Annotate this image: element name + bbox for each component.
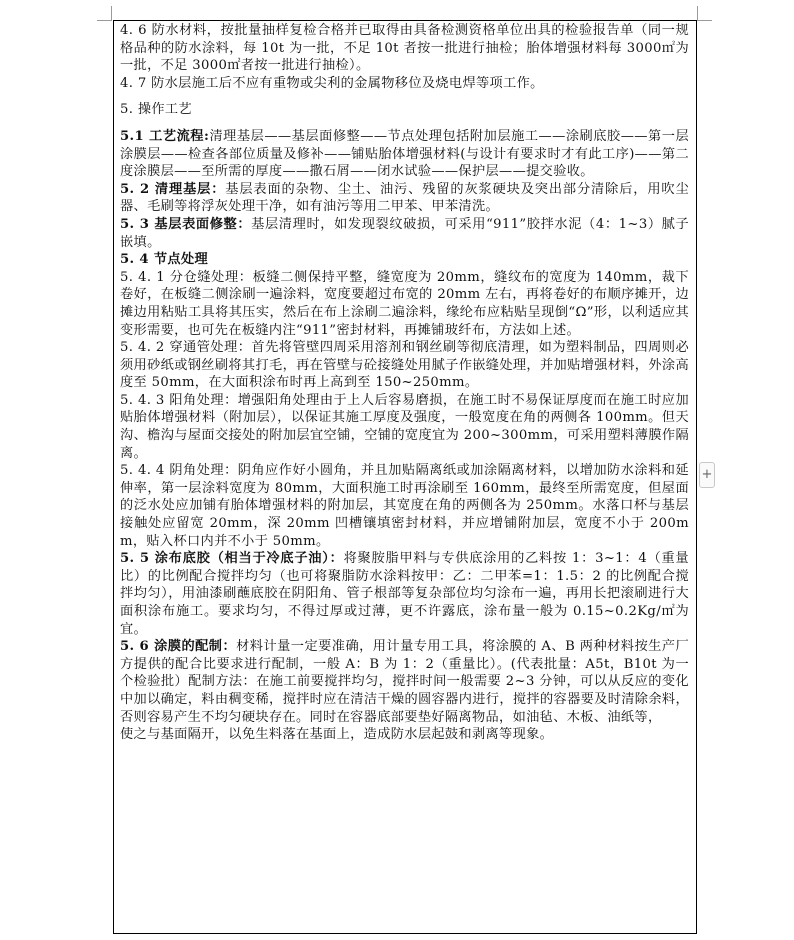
page-corner-mark-left [97,6,112,21]
paragraph-5-4-3: 5. 4. 3 阳角处理：增强阳角处理由于上人后容易磨损，在施工时不易保证厚度而在施工时应加贴胎体增强材料（附加层），以保证其施工厚度及强度，一般宽度在角的两侧各 100mm。但天沟、檐沟与屋面交接处的附加层宜空铺，空铺的宽度宜为 200~300mm，可采用塑料薄膜作隔离。 [120,392,689,461]
paragraph-5-4-1: 5. 4. 1 分仓缝处理：板缝二侧保持平整，缝宽度为 20mm，缝纹布的宽度为 140mm，裁下卷好，在板缝二侧涂刷一遍涂料，宽度要超过布宽的 20mm 左右，再将卷好的布顺序摊开，边摊边用粘贴工具将其压实，然后在布上涂刷二遍涂料，缘纶布应粘贴呈现倒“Ω”形，以利适应其变形需要，也可先在板缝内注“911”密封材料，再摊铺玻纤布，方法如上述。 [120,269,689,338]
paragraph-5-1: 5.1 工艺流程:清理基层——基层面修整——节点处理包括附加层施工——涂刷底胶——第一层涂膜层——检查各部位质量及修补——铺贴胎体增强材料(与设计有要求时才有此工序)——第二度涂膜层——至所需的厚度——撒石屑——闭水试验——保护层——提交验收。 [120,128,689,180]
paragraph-5-6: 5. 6 涂膜的配制：材料计量一定要准确，用计量专用工具，将涂膜的 A、B 两种材料按生产厂方提供的配合比要求进行配制，一般 A：B 为 1：2（重量比）。(代表批量：A5t，B10t 为一个检验批）配制方法：在施工前要搅拌均匀，搅拌时间一般需要 2~3 分钟，可以从反应的变化中加以确定，料由稠变稀，搅拌时应在清洁干燥的圆容器内进行，搅拌的容器要及时清除余料，否则容易产生不均匀硬块存在。同时在容器底部要垫好隔离物品，如油毡、木板、油纸等， [120,639,689,725]
paragraph-heading: 5. 3 基层表面修整： [120,216,252,232]
paragraph-5-4 [120,251,689,269]
paragraph-4-6: 4. 6 防水材料，按批量抽样复检合格并已取得由具备检测资格单位出具的检验报告单（同一规格品种的防水涂料，每 10t 为一批，不足 10t 者按一批进行抽检；胎体增强材料每 3000㎡为一批，不足 3000㎡者按一批进行抽检）。 [120,23,689,74]
paragraph-5-2: 5. 2 清理基层：基层表面的杂物、尘土、油污、残留的灰浆硬块及突出部分清除后，用吹尘器、毛刷等将浮灰处理干净，如有油污等用二甲苯、甲苯清洗。 [120,181,690,215]
paragraph-heading: 5. 4 节点处理 [120,252,209,268]
paragraph-heading: 5. 5 涂布底胶（相当于冷底子油）： [120,551,344,567]
paragraph-5-6-continued: 使之与基面隔开，以免生料落在基面上，造成防水层起鼓和剥离等现象。 [120,727,554,743]
spacer [120,119,689,128]
paragraph-5-5: 5. 5 涂布底胶（相当于冷底子油）：将聚胺脂甲料与专供底涂用的乙料按 1：3~1：4（重量比）的比例配合搅拌均匀（也可将聚脂防水涂料按甲：乙：二甲苯=1：1.5：2 的比例配合搅拌均匀），用油漆刷蘸底胶在阴阳角、管子根部等复杂部位均匀涂布一遍，再用长把滚刷进行大面积涂布施工。要求均匀，不得过厚或过薄，更不许露底，涂布量一般为 0.15~0.2Kg/㎡为宜。 [120,551,689,637]
section-heading-5: 5. 操作工艺 [120,102,192,118]
paragraph-5-4-2: 5. 4. 2 穿通管处理：首先将管壁四周采用溶剂和钢丝刷等彻底清理，如为塑料制品，四周则必须用砂纸或钢丝刷将其打毛，再在管壁与砼接缝处用腻子作嵌缝处理，并加贴增强材料，外涂高度至 50mm，在大面积涂布时再上高到至 150~250mm。 [120,340,689,391]
paragraph-heading: 5. 6 涂膜的配制： [120,639,237,655]
document-page [113,20,697,934]
add-button[interactable]: + [699,462,715,488]
paragraph-heading: 5. 2 清理基层： [120,181,226,197]
paragraph-5-4-4: 5. 4. 4 阴角处理：阴角应作好小圆角，并且加贴隔离纸或加涂隔离材料，以增加防水涂料和延伸率，第一层涂料宽度为 80mm，大面积施工时再涂刷至 160mm，最终至所需宽度，但屋面的泛水处应加铺有胎体增强材料的附加层，其宽度在角的两侧各为 250mm。水落口杯与基层接触处应留宽 20mm，深 20mm 凹槽镶填密封材料，并应增铺附加层，宽度不小于 200mm，贴入杯口内并不小于 50mm。 [120,463,689,549]
page-corner-mark-right [697,6,712,21]
paragraph-5-3: 5. 3 基层表面修整：基层清理时，如发现裂纹破损，可采用“911”胶拌水泥（4：1~3）腻子嵌填。 [120,216,690,250]
paragraph-heading: 5.1 工艺流程: [120,128,210,144]
paragraph-4-7: 4. 7 防水层施工后不应有重物或尖利的金属物移位及烧电焊等项工作。 [120,75,544,91]
spacer [120,92,689,101]
